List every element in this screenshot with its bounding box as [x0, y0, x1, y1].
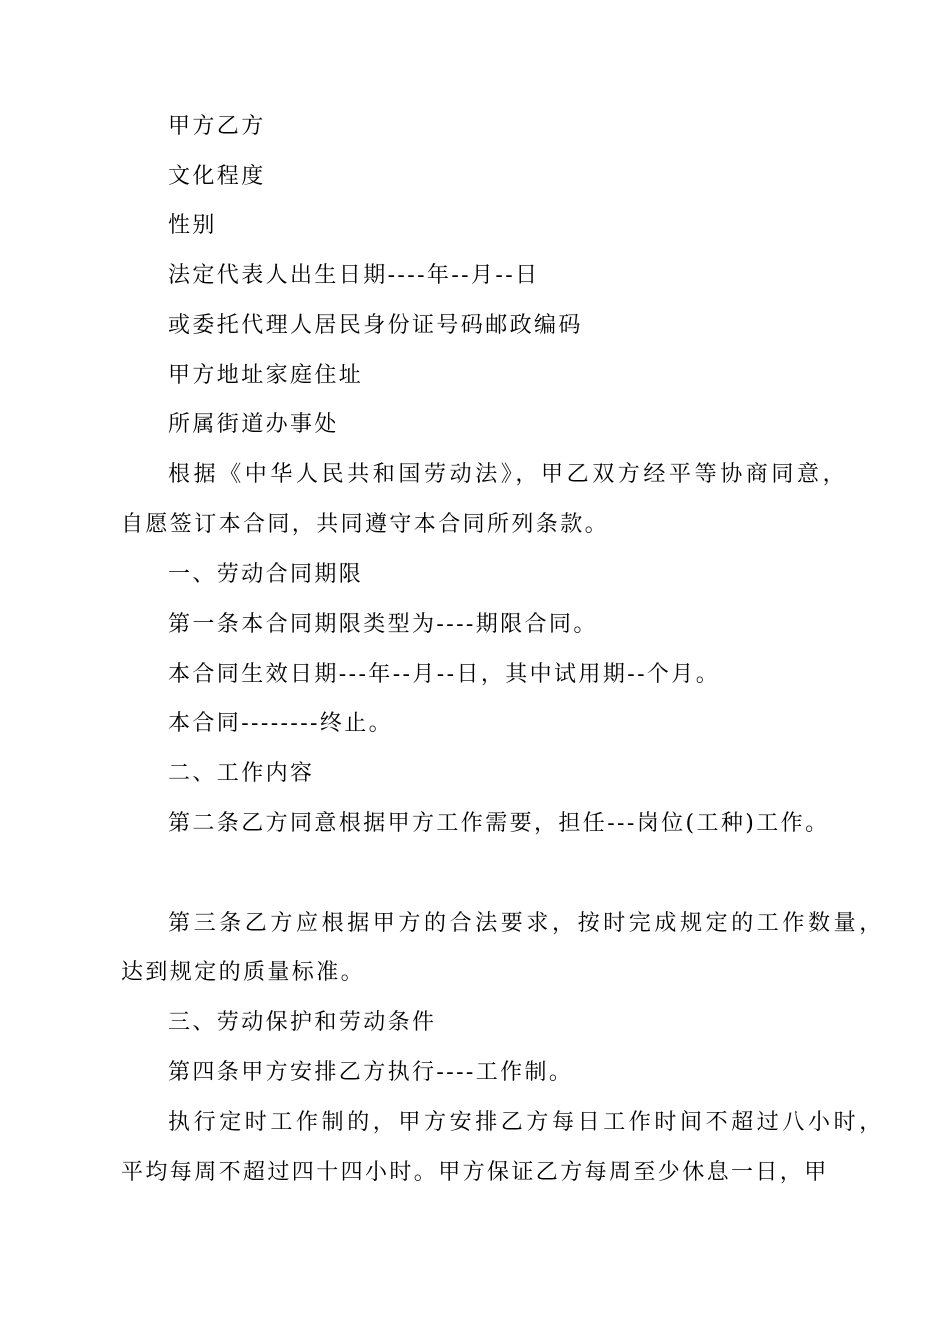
effective-date-line: 本合同生效日期---年--月--日，其中试用期--个月。: [168, 662, 721, 687]
party-line: 甲方乙方: [168, 114, 266, 139]
working-hours-line-1: 执行定时工作制的，甲方安排乙方每日工作时间不超过八小时，: [168, 1110, 885, 1135]
preamble-line-2: 自愿签订本合同，共同遵守本合同所列条款。: [121, 512, 610, 537]
preamble-line-1: 根据《中华人民共和国劳动法》，甲乙双方经平等协商同意，: [168, 462, 849, 487]
address-line: 甲方地址家庭住址: [168, 363, 364, 388]
sub-district-line: 所属街道办事处: [168, 412, 339, 437]
education-line: 文化程度: [168, 164, 266, 189]
legal-rep-line: 法定代表人出生日期----年--月--日: [168, 263, 540, 288]
article-3-line-1: 第三条乙方应根据甲方的合法要求，按时完成规定的工作数量，: [168, 911, 885, 936]
gender-line: 性别: [168, 213, 217, 238]
working-hours-line-2: 平均每周不超过四十四小时。甲方保证乙方每周至少休息一日，甲: [121, 1160, 829, 1185]
section-heading-1: 一、劳动合同期限: [168, 562, 364, 587]
agent-id-line: 或委托代理人居民身份证号码邮政编码: [168, 313, 583, 338]
article-3-line-2: 达到规定的质量标准。: [121, 960, 366, 985]
article-2: 第二条乙方同意根据甲方工作需要，担任---岗位(工种)工作。: [168, 811, 830, 836]
article-1: 第一条本合同期限类型为----期限合同。: [168, 612, 598, 637]
section-heading-2: 二、工作内容: [168, 761, 315, 786]
termination-line: 本合同--------终止。: [168, 711, 394, 736]
article-4: 第四条甲方安排乙方执行----工作制。: [168, 1060, 574, 1085]
section-heading-3: 三、劳动保护和劳动条件: [168, 1010, 437, 1035]
